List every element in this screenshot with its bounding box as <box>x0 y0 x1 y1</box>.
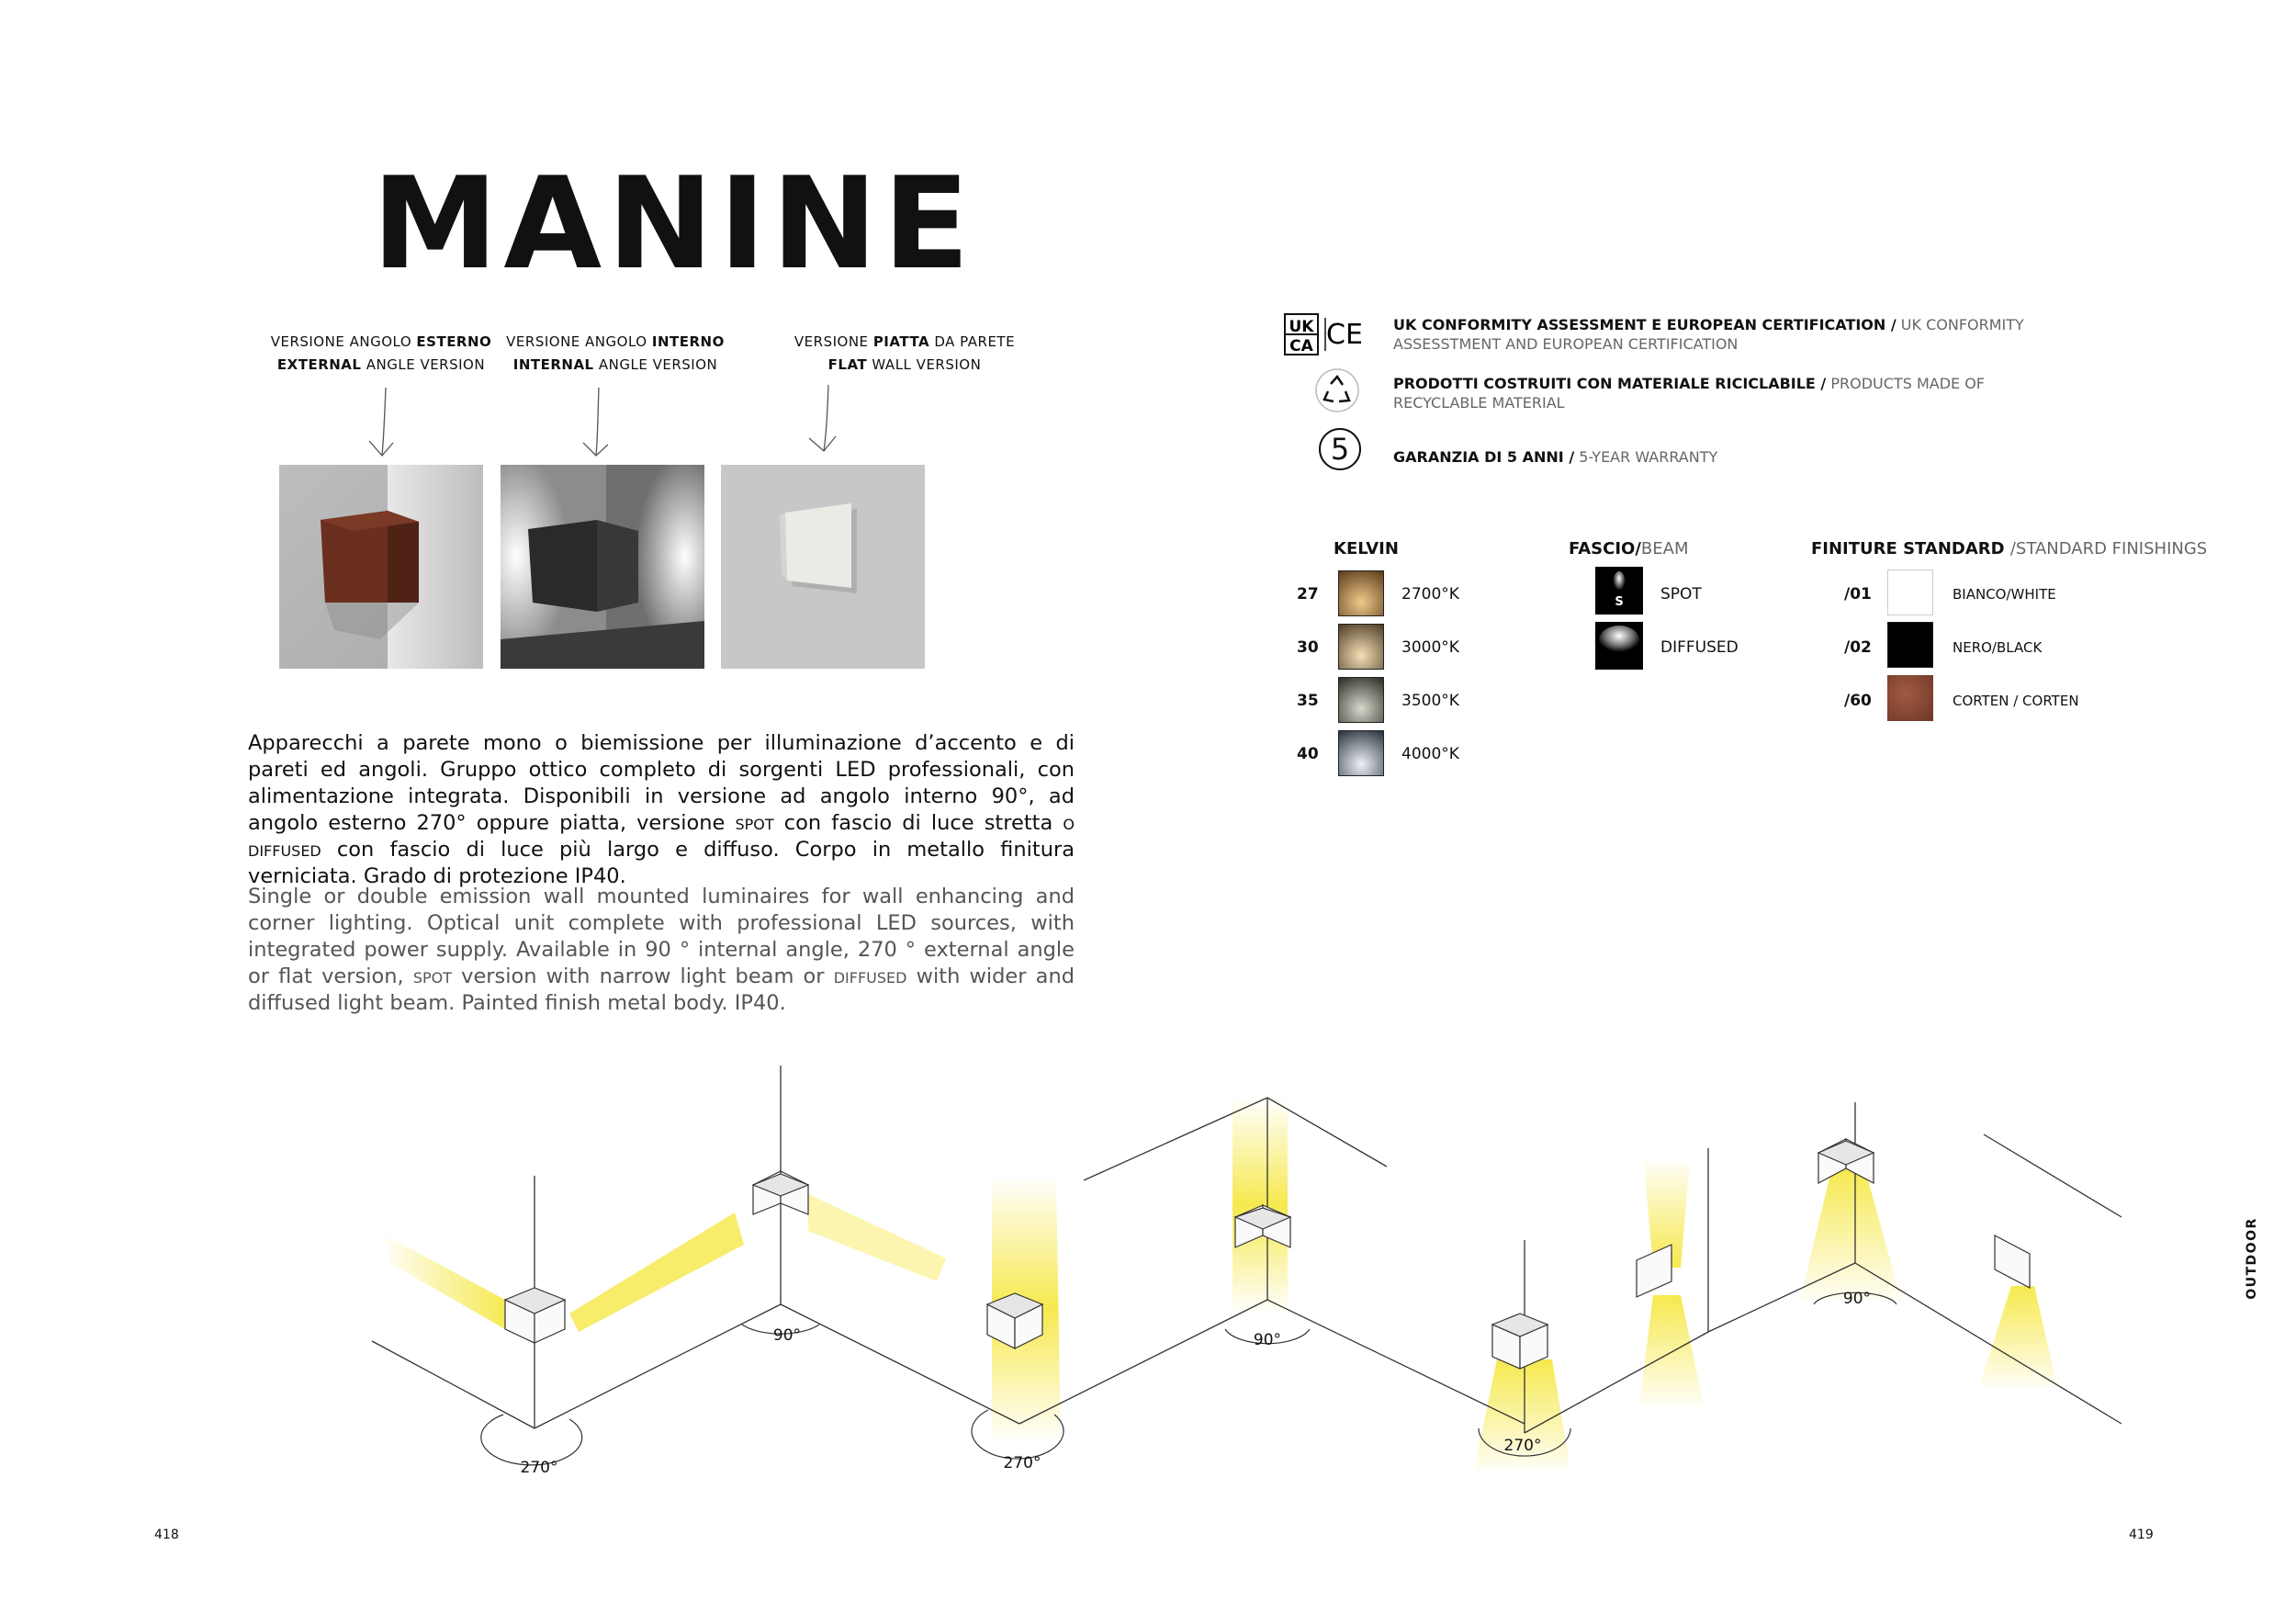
light-beam <box>386 1235 510 1332</box>
kelvin-swatch-3000 <box>1338 624 1384 670</box>
fixture-icon <box>1492 1314 1548 1369</box>
kelvin-swatch-3500 <box>1338 677 1384 723</box>
light-beam <box>569 1212 744 1332</box>
angle-label: 270° <box>520 1459 558 1477</box>
angle-label: 90° <box>1253 1331 1282 1349</box>
arrow-down-icon <box>366 384 402 462</box>
kelvin-swatch-4000 <box>1338 730 1384 776</box>
spot-beam-letter: S <box>1615 595 1624 609</box>
ukca-ce-icon <box>1284 312 1363 356</box>
beam-header: FASCIO/BEAM <box>1569 539 1689 558</box>
kelvin-label: 3000°K <box>1401 638 1459 657</box>
kelvin-label: 2700°K <box>1401 585 1459 603</box>
light-beam <box>1979 1286 2057 1387</box>
finish-label: BIANCO/WHITE <box>1953 586 2056 603</box>
svg-text:CE: CE <box>1326 319 1363 351</box>
version-label-flat: VERSIONE PIATTA DA PARETE FLAT WALL VERSION <box>793 333 1016 373</box>
angle-label: 270° <box>1003 1454 1041 1472</box>
kelvin-code: 27 <box>1297 585 1319 603</box>
kelvin-code: 40 <box>1297 745 1319 763</box>
svg-text:UK: UK <box>1289 318 1314 336</box>
angle-label: 90° <box>1842 1290 1872 1308</box>
arrow-down-icon <box>806 381 843 459</box>
version-label-external: VERSIONE ANGOLO ESTERNO EXTERNAL ANGLE VERSION <box>270 333 492 373</box>
light-beam <box>808 1194 946 1281</box>
page-title: MANINE <box>372 150 975 298</box>
finish-swatch-white <box>1887 570 1933 615</box>
angle-label: 270° <box>1503 1437 1542 1455</box>
warranty-5-icon: 5 <box>1319 428 1361 470</box>
page-number-right: 419 <box>2129 1528 2154 1542</box>
beam-label-spot: SPOT <box>1660 585 1702 603</box>
photo-flat-wall <box>721 465 925 669</box>
fixture-icon <box>1995 1235 2030 1288</box>
kelvin-code: 30 <box>1297 638 1319 657</box>
kelvin-header: KELVIN <box>1334 539 1399 558</box>
arrow-down-icon <box>580 384 617 462</box>
kelvin-label: 3500°K <box>1401 692 1459 710</box>
photo-external-angle <box>279 465 483 669</box>
finish-swatch-black <box>1887 622 1933 668</box>
fixture-icon <box>505 1288 565 1343</box>
angle-label: 90° <box>772 1326 802 1345</box>
spot-beam-icon <box>1595 567 1643 615</box>
light-beam <box>1800 1167 1901 1300</box>
finish-label: NERO/BLACK <box>1953 639 2043 656</box>
cert-warranty: GARANZIA DI 5 ANNI / 5-YEAR WARRANTY <box>1393 448 1718 466</box>
page-number-left: 418 <box>154 1528 179 1542</box>
kelvin-swatch-2700 <box>1338 570 1384 616</box>
finishes-header: FINITURE STANDARD /STANDARD FINISHINGS <box>1811 539 2208 558</box>
description-italian: Apparecchi a parete mono o biemissione per illuminazione d’accento e di pareti ed angoli. Gruppo ottico completo di sorgenti LED professionali, con alimentazione integrata. Disponibili in versione ad angolo interno 90°, ad angolo esterno 270° oppure piatta, versione spot con fascio di luce stretta o diffused con fascio di luce più largo e diffuso. Corpo in metallo finitura verniciata. Grado di protezione IP40. <box>248 731 1075 888</box>
version-label-internal: VERSIONE ANGOLO INTERNO INTERNAL ANGLE VERSION <box>506 333 725 373</box>
finish-code: /60 <box>1844 692 1872 710</box>
finish-code: /01 <box>1844 585 1872 603</box>
fixture-icon <box>1637 1245 1671 1297</box>
finish-label: CORTEN / CORTEN <box>1953 693 2079 709</box>
photo-internal-angle <box>501 465 704 669</box>
cert-recyclable: PRODOTTI COSTRUITI CON MATERIALE RICICLABILE / PRODUCTS MADE OF RECYCLABLE MATERIAL <box>1393 375 1986 412</box>
finish-code: /02 <box>1844 638 1872 657</box>
section-label-outdoor: OUTDOOR <box>2245 1217 2259 1300</box>
cert-ukca-ce: UK CONFORMITY ASSESSMENT E EUROPEAN CERTIFICATION / UK CONFORMITY ASSESSTMENT AND EUROPEAN CERTIFICATION <box>1393 316 2024 353</box>
kelvin-label: 4000°K <box>1401 745 1459 763</box>
light-beam <box>1232 1098 1288 1314</box>
light-beam <box>1639 1295 1704 1405</box>
installation-diagram <box>349 1056 2149 1516</box>
finish-swatch-corten <box>1887 675 1933 721</box>
diffused-beam-icon <box>1595 622 1643 670</box>
svg-text:CA: CA <box>1289 337 1313 355</box>
beam-label-diffused: DIFFUSED <box>1660 638 1739 657</box>
recycle-icon <box>1314 367 1360 413</box>
description-english: Single or double emission wall mounted luminaires for wall enhancing and corner lighting. Optical unit complete with professional LED sources, with integrated power supply. Available in 90 ° internal angle, 270 ° external angle or flat version, spot version with narrow light beam or diffused with wider and diffused light beam. Painted finish metal body. IP40. <box>248 885 1075 1015</box>
kelvin-code: 35 <box>1297 692 1319 710</box>
